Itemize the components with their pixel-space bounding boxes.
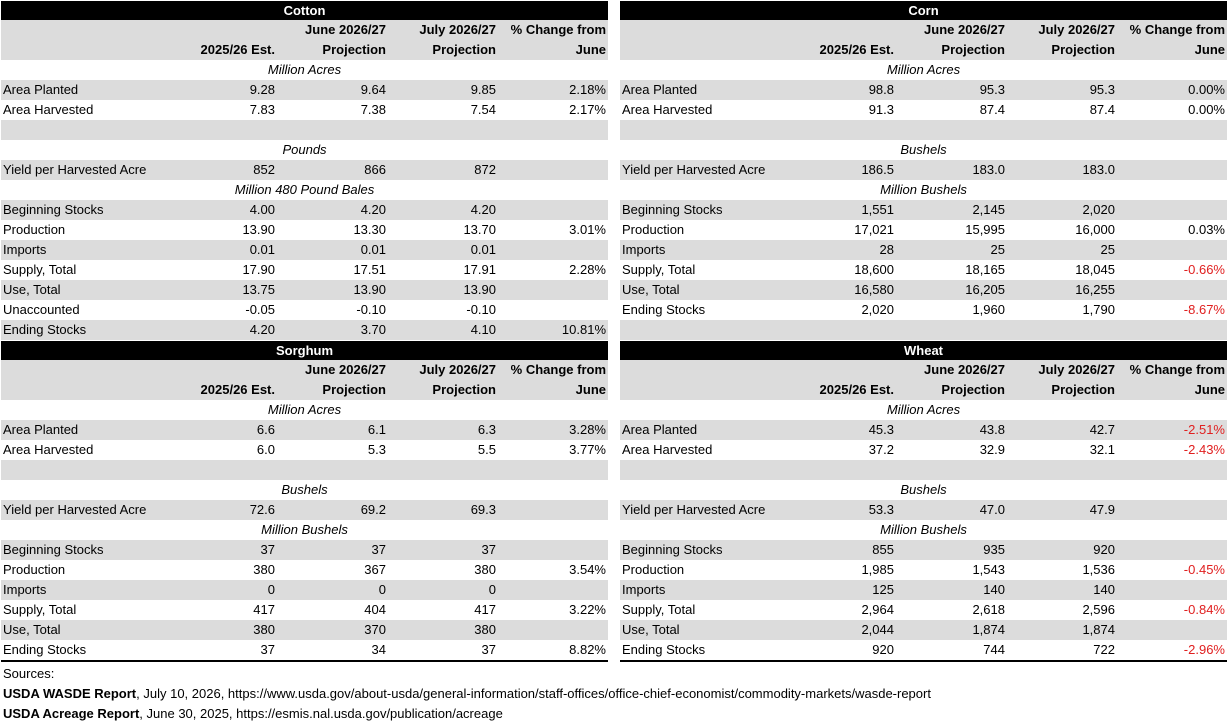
unit-row bbox=[620, 480, 1227, 500]
cell-change: -2.43% bbox=[1183, 442, 1225, 457]
column-header-change: % Change from June bbox=[510, 22, 606, 57]
cell-july: 13.90 bbox=[463, 282, 496, 297]
row-label: Yield per Harvested Acre bbox=[3, 502, 147, 517]
cell-june: 1,874 bbox=[972, 622, 1005, 637]
table-row bbox=[1, 100, 608, 120]
column-header-change: % Change from June bbox=[510, 362, 606, 397]
unit-label: Million Acres bbox=[886, 62, 961, 77]
cell-change: 0.00% bbox=[1188, 82, 1225, 97]
column-header-est: 2025/26 Est. bbox=[819, 382, 894, 397]
unit-row bbox=[620, 60, 1227, 80]
cell-june: 4.20 bbox=[360, 202, 386, 217]
table-row bbox=[620, 580, 1227, 600]
cell-est: 417 bbox=[253, 602, 275, 617]
unit-label: Million Bushels bbox=[880, 182, 967, 197]
column-header-july: July 2026/27 Projection bbox=[419, 362, 496, 397]
table-row bbox=[620, 280, 1227, 300]
cell-est: 2,964 bbox=[861, 602, 894, 617]
row-label: Area Harvested bbox=[3, 442, 94, 457]
source-wasde bbox=[3, 684, 931, 704]
cell-change: -0.84% bbox=[1183, 602, 1225, 617]
cell-july: 4.20 bbox=[470, 202, 496, 217]
row-label: Ending Stocks bbox=[3, 642, 87, 657]
column-header-est: 2025/26 Est. bbox=[200, 382, 275, 397]
cell-est: 17,021 bbox=[854, 222, 894, 237]
table-row bbox=[1, 280, 608, 300]
cell-july: 37 bbox=[481, 642, 496, 657]
cell-est: 1,551 bbox=[861, 202, 894, 217]
row-label: Production bbox=[3, 562, 66, 577]
cell-june: -0.10 bbox=[356, 302, 386, 317]
table-row bbox=[620, 420, 1227, 440]
table-row bbox=[1, 640, 608, 660]
cell-july: 1,790 bbox=[1082, 302, 1115, 317]
column-header-change: % Change from June bbox=[1129, 362, 1225, 397]
column-header-july: July 2026/27 Projection bbox=[1038, 362, 1115, 397]
row-label: Production bbox=[622, 222, 685, 237]
unit-row bbox=[1, 60, 608, 80]
row-label: Area Harvested bbox=[622, 102, 713, 117]
row-label: Supply, Total bbox=[622, 602, 696, 617]
source-name: USDA Acreage Report bbox=[3, 706, 140, 721]
row-label: Beginning Stocks bbox=[622, 202, 723, 217]
cell-change: 2.18% bbox=[569, 82, 606, 97]
cell-est: 37.2 bbox=[868, 442, 894, 457]
row-label: Production bbox=[622, 562, 685, 577]
cell-june: 15,995 bbox=[965, 222, 1005, 237]
cell-june: 370 bbox=[364, 622, 386, 637]
unit-label: Million Bushels bbox=[880, 522, 967, 537]
cell-est: 380 bbox=[253, 562, 275, 577]
cell-est: 9.28 bbox=[249, 82, 275, 97]
cell-july: 69.3 bbox=[470, 502, 496, 517]
cell-july: 37 bbox=[481, 542, 496, 557]
cell-july: 13.70 bbox=[463, 222, 496, 237]
cell-est: 0.01 bbox=[249, 242, 275, 257]
cell-june: 367 bbox=[364, 562, 386, 577]
table-row bbox=[620, 160, 1227, 180]
cell-est: 13.90 bbox=[242, 222, 275, 237]
table-row bbox=[620, 500, 1227, 520]
column-header-row bbox=[1, 20, 608, 60]
blank-row bbox=[1, 460, 608, 480]
cell-change: 0.00% bbox=[1188, 102, 1225, 117]
cell-june: 3.70 bbox=[360, 322, 386, 337]
cell-est: 4.00 bbox=[249, 202, 275, 217]
source-acreage bbox=[3, 704, 931, 724]
row-label: Area Planted bbox=[3, 422, 79, 437]
unit-label: Million Bushels bbox=[261, 522, 348, 537]
row-label: Production bbox=[3, 222, 66, 237]
row-label: Area Planted bbox=[622, 82, 698, 97]
cell-june: 5.3 bbox=[367, 442, 386, 457]
cell-change: 8.82% bbox=[569, 642, 606, 657]
panel-title: Corn bbox=[620, 1, 1227, 20]
unit-label: Million Acres bbox=[267, 62, 342, 77]
row-label: Beginning Stocks bbox=[3, 542, 104, 557]
cell-est: 6.6 bbox=[256, 422, 275, 437]
unit-label: Bushels bbox=[900, 482, 947, 497]
cell-change: 3.01% bbox=[569, 222, 606, 237]
unit-row bbox=[1, 480, 608, 500]
cell-est: 91.3 bbox=[868, 102, 894, 117]
cell-june: 2,618 bbox=[972, 602, 1005, 617]
cell-june: 95.3 bbox=[979, 82, 1005, 97]
row-label: Use, Total bbox=[3, 622, 61, 637]
column-header-row bbox=[1, 360, 608, 400]
cell-july: 42.7 bbox=[1089, 422, 1115, 437]
table-row bbox=[1, 320, 608, 340]
cell-est: 37 bbox=[260, 542, 275, 557]
cell-est: 855 bbox=[872, 542, 894, 557]
cell-july: 17.91 bbox=[463, 262, 496, 277]
cell-change: -0.66% bbox=[1183, 262, 1225, 277]
table-row bbox=[1, 200, 608, 220]
cell-july: 47.9 bbox=[1089, 502, 1115, 517]
blank-row bbox=[1, 120, 608, 140]
cell-june: 25 bbox=[990, 242, 1005, 257]
cell-july: 1,536 bbox=[1082, 562, 1115, 577]
column-header-june: June 2026/27 Projection bbox=[924, 22, 1005, 57]
source-detail: , July 10, 2026, https://www.usda.gov/about-usda/general-information/staff-offices/office-chief-economist/commodity-markets/wasde-report bbox=[136, 686, 931, 701]
cell-june: 18,165 bbox=[965, 262, 1005, 277]
cell-june: 13.90 bbox=[353, 282, 386, 297]
cell-july: 872 bbox=[474, 162, 496, 177]
cell-est: -0.05 bbox=[245, 302, 275, 317]
cell-june: 935 bbox=[983, 542, 1005, 557]
column-header-july: July 2026/27 Projection bbox=[419, 22, 496, 57]
cell-est: 98.8 bbox=[868, 82, 894, 97]
cell-est: 1,985 bbox=[861, 562, 894, 577]
cell-est: 13.75 bbox=[242, 282, 275, 297]
table-row bbox=[1, 220, 608, 240]
source-detail: , June 30, 2025, https://esmis.nal.usda.gov/publication/acreage bbox=[139, 706, 503, 721]
cell-july: 1,874 bbox=[1082, 622, 1115, 637]
cell-est: 72.6 bbox=[249, 502, 275, 517]
column-header-change: % Change from June bbox=[1129, 22, 1225, 57]
table-row bbox=[1, 600, 608, 620]
cell-est: 0 bbox=[267, 582, 275, 597]
table-row bbox=[1, 80, 608, 100]
cell-june: 866 bbox=[364, 162, 386, 177]
cell-june: 43.8 bbox=[979, 422, 1005, 437]
cell-july: -0.10 bbox=[466, 302, 496, 317]
blank-row bbox=[620, 120, 1227, 140]
table-row bbox=[1, 620, 608, 640]
panel-title: Cotton bbox=[1, 1, 608, 20]
cell-june: 183.0 bbox=[972, 162, 1005, 177]
cell-est: 37 bbox=[260, 642, 275, 657]
cell-est: 16,580 bbox=[854, 282, 894, 297]
unit-label: Bushels bbox=[900, 142, 947, 157]
cotton-panel bbox=[1, 1, 608, 340]
table-row bbox=[620, 300, 1227, 320]
table-row bbox=[1, 440, 608, 460]
cell-est: 6.0 bbox=[256, 442, 275, 457]
cell-june: 16,205 bbox=[965, 282, 1005, 297]
cell-july: 87.4 bbox=[1089, 102, 1115, 117]
column-header-est: 2025/26 Est. bbox=[200, 42, 275, 57]
cell-july: 9.85 bbox=[470, 82, 496, 97]
cell-june: 69.2 bbox=[360, 502, 386, 517]
cell-change: -2.96% bbox=[1183, 642, 1225, 657]
cell-july: 7.54 bbox=[470, 102, 496, 117]
cell-june: 744 bbox=[983, 642, 1005, 657]
table-row bbox=[620, 260, 1227, 280]
cell-change: 3.22% bbox=[569, 602, 606, 617]
unit-label: Million Acres bbox=[886, 402, 961, 417]
cell-est: 380 bbox=[253, 622, 275, 637]
column-header-july: July 2026/27 Projection bbox=[1038, 22, 1115, 57]
cell-july: 95.3 bbox=[1089, 82, 1115, 97]
unit-row bbox=[620, 180, 1227, 200]
cell-change: -8.67% bbox=[1183, 302, 1225, 317]
row-label: Area Planted bbox=[622, 422, 698, 437]
cell-june: 7.38 bbox=[360, 102, 386, 117]
cell-july: 16,000 bbox=[1075, 222, 1115, 237]
cell-july: 2,020 bbox=[1082, 202, 1115, 217]
cell-july: 16,255 bbox=[1075, 282, 1115, 297]
table-row bbox=[1, 160, 608, 180]
unit-row bbox=[620, 400, 1227, 420]
cell-july: 140 bbox=[1093, 582, 1115, 597]
corn-panel bbox=[620, 1, 1227, 340]
cell-change: 2.17% bbox=[569, 102, 606, 117]
source-name: USDA WASDE Report bbox=[3, 686, 137, 701]
table-row bbox=[1, 260, 608, 280]
row-label: Yield per Harvested Acre bbox=[622, 502, 766, 517]
cell-june: 32.9 bbox=[979, 442, 1005, 457]
cell-est: 18,600 bbox=[854, 262, 894, 277]
cell-june: 13.30 bbox=[353, 222, 386, 237]
table-row bbox=[620, 620, 1227, 640]
table-row bbox=[620, 220, 1227, 240]
row-label: Imports bbox=[622, 242, 666, 257]
cell-change: 10.81% bbox=[561, 322, 606, 337]
cell-change: 3.77% bbox=[569, 442, 606, 457]
cell-est: 2,020 bbox=[861, 302, 894, 317]
panel-title: Wheat bbox=[620, 341, 1227, 360]
cell-june: 404 bbox=[364, 602, 386, 617]
column-header-est: 2025/26 Est. bbox=[819, 42, 894, 57]
cell-july: 4.10 bbox=[470, 322, 496, 337]
row-label: Beginning Stocks bbox=[3, 202, 104, 217]
table-row bbox=[620, 100, 1227, 120]
table-row bbox=[1, 300, 608, 320]
column-header-june: June 2026/27 Projection bbox=[305, 22, 386, 57]
cell-july: 380 bbox=[474, 562, 496, 577]
unit-row bbox=[1, 400, 608, 420]
cell-june: 1,543 bbox=[972, 562, 1005, 577]
table-row bbox=[1, 540, 608, 560]
column-header-row bbox=[620, 360, 1227, 400]
row-label: Ending Stocks bbox=[622, 302, 706, 317]
row-label: Use, Total bbox=[3, 282, 61, 297]
table-row bbox=[1, 420, 608, 440]
cell-july: 417 bbox=[474, 602, 496, 617]
row-label: Supply, Total bbox=[622, 262, 696, 277]
cell-june: 17.51 bbox=[353, 262, 386, 277]
row-label: Beginning Stocks bbox=[622, 542, 723, 557]
row-label: Use, Total bbox=[622, 622, 680, 637]
panel-title: Sorghum bbox=[1, 341, 608, 360]
blank-row bbox=[620, 320, 1227, 340]
table-row bbox=[620, 80, 1227, 100]
cell-est: 53.3 bbox=[868, 502, 894, 517]
cell-july: 722 bbox=[1093, 642, 1115, 657]
table-row bbox=[620, 240, 1227, 260]
cell-change: 3.54% bbox=[569, 562, 606, 577]
cell-change: 3.28% bbox=[569, 422, 606, 437]
table-row bbox=[620, 560, 1227, 580]
row-label: Imports bbox=[3, 242, 47, 257]
row-label: Yield per Harvested Acre bbox=[622, 162, 766, 177]
cell-june: 140 bbox=[983, 582, 1005, 597]
row-label: Ending Stocks bbox=[3, 322, 87, 337]
cell-july: 183.0 bbox=[1082, 162, 1115, 177]
cell-july: 25 bbox=[1100, 242, 1115, 257]
row-label: Ending Stocks bbox=[622, 642, 706, 657]
unit-row bbox=[620, 140, 1227, 160]
cell-july: 2,596 bbox=[1082, 602, 1115, 617]
cell-june: 6.1 bbox=[367, 422, 386, 437]
row-label: Unaccounted bbox=[3, 302, 80, 317]
cell-est: 4.20 bbox=[249, 322, 275, 337]
cell-june: 0.01 bbox=[360, 242, 386, 257]
unit-row bbox=[1, 180, 608, 200]
row-label: Imports bbox=[3, 582, 47, 597]
table-row bbox=[620, 540, 1227, 560]
table-row bbox=[1, 560, 608, 580]
cell-june: 1,960 bbox=[972, 302, 1005, 317]
table-row bbox=[1, 500, 608, 520]
unit-label: Bushels bbox=[281, 482, 328, 497]
cell-est: 28 bbox=[879, 242, 894, 257]
cell-june: 2,145 bbox=[972, 202, 1005, 217]
cell-est: 2,044 bbox=[861, 622, 894, 637]
cell-july: 380 bbox=[474, 622, 496, 637]
cell-july: 0 bbox=[488, 582, 496, 597]
row-label: Area Harvested bbox=[622, 442, 713, 457]
cell-june: 34 bbox=[371, 642, 386, 657]
cell-july: 32.1 bbox=[1089, 442, 1115, 457]
table-row bbox=[620, 200, 1227, 220]
unit-label: Million Acres bbox=[267, 402, 342, 417]
row-label: Supply, Total bbox=[3, 262, 77, 277]
row-label: Yield per Harvested Acre bbox=[3, 162, 147, 177]
table-row bbox=[620, 640, 1227, 660]
table-row bbox=[620, 440, 1227, 460]
cell-est: 7.83 bbox=[249, 102, 275, 117]
unit-row bbox=[1, 520, 608, 540]
blank-row bbox=[620, 460, 1227, 480]
cell-change: 0.03% bbox=[1188, 222, 1225, 237]
cell-june: 37 bbox=[371, 542, 386, 557]
unit-row bbox=[1, 140, 608, 160]
cell-change: -2.51% bbox=[1183, 422, 1225, 437]
cell-july: 18,045 bbox=[1075, 262, 1115, 277]
wheat-panel bbox=[620, 341, 1227, 662]
cell-july: 6.3 bbox=[477, 422, 496, 437]
cell-june: 47.0 bbox=[979, 502, 1005, 517]
cell-est: 920 bbox=[872, 642, 894, 657]
table-row bbox=[1, 240, 608, 260]
sources-heading: Sources: bbox=[3, 666, 55, 681]
cell-est: 45.3 bbox=[868, 422, 894, 437]
table-row bbox=[620, 600, 1227, 620]
unit-row bbox=[620, 520, 1227, 540]
cell-change: 2.28% bbox=[569, 262, 606, 277]
column-header-june: June 2026/27 Projection bbox=[305, 362, 386, 397]
cell-june: 0 bbox=[378, 582, 386, 597]
row-label: Area Planted bbox=[3, 82, 79, 97]
table-row bbox=[1, 580, 608, 600]
cell-change: -0.45% bbox=[1183, 562, 1225, 577]
column-header-june: June 2026/27 Projection bbox=[924, 362, 1005, 397]
cell-june: 9.64 bbox=[360, 82, 386, 97]
row-label: Area Harvested bbox=[3, 102, 94, 117]
cell-july: 5.5 bbox=[477, 442, 496, 457]
cell-est: 186.5 bbox=[861, 162, 894, 177]
row-label: Use, Total bbox=[622, 282, 680, 297]
cell-est: 125 bbox=[872, 582, 894, 597]
cell-june: 87.4 bbox=[979, 102, 1005, 117]
sorghum-panel bbox=[1, 341, 608, 662]
row-label: Imports bbox=[622, 582, 666, 597]
column-header-row bbox=[620, 20, 1227, 60]
unit-label: Million 480 Pound Bales bbox=[234, 182, 375, 197]
cell-est: 852 bbox=[253, 162, 275, 177]
cell-july: 0.01 bbox=[470, 242, 496, 257]
cell-est: 17.90 bbox=[242, 262, 275, 277]
cell-july: 920 bbox=[1093, 542, 1115, 557]
unit-label: Pounds bbox=[282, 142, 327, 157]
row-label: Supply, Total bbox=[3, 602, 77, 617]
sources-block bbox=[3, 664, 931, 724]
